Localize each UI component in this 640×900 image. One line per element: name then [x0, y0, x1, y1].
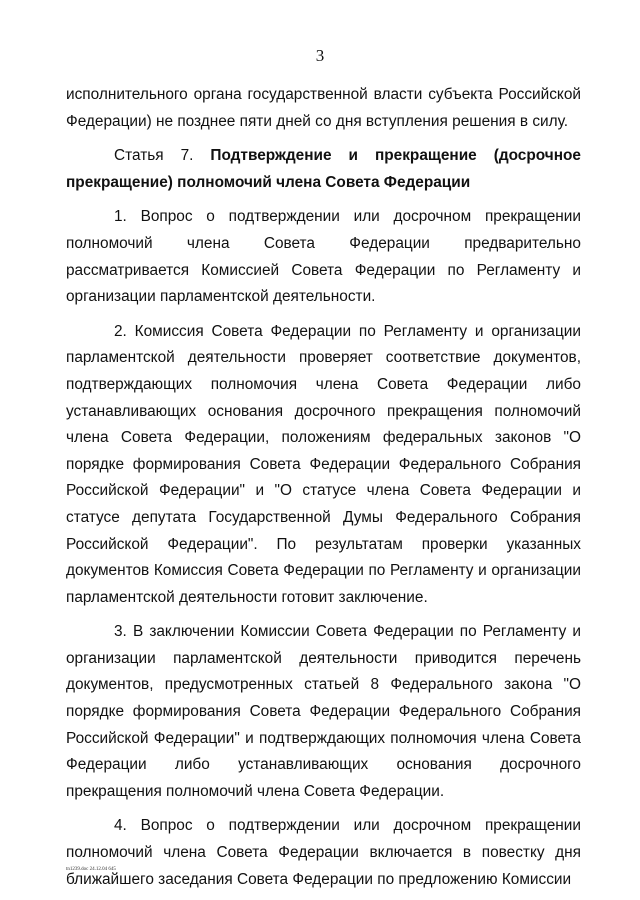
article-title: Подтверждение и прекращение (досрочное прекращение) полномочий члена Совета Федерации — [66, 147, 581, 191]
paragraph-2: 2. Комиссия Совета Федерации по Регламенту и организации парламентской деятельности проверяет соответствие документов, подтверждающих полномочия члена Совета Федерации либо устанавливающих основания досрочного прекращения полномочий члена Совета Федерации, положениям федеральных законов "О порядке формирования Совета Федерации Федерального Собрания Российской Федерации" и "О статусе члена Совета Федерации и статусе депутата Государственной Думы Федерального Собрания Российской Федерации". По результатам проверки указанных документов Комиссия Совета Федерации по Регламенту и организации парламентской деятельности готовит заключение. — [66, 322, 581, 606]
paragraph-4: 4. Вопрос о подтверждении или досрочном прекращении полномочий члена Совета Федерации включается в повестку дня ближайшего заседания Совета Федерации по предложению Комиссии — [66, 817, 581, 888]
article-prefix: Статья 7. — [114, 147, 211, 165]
paragraph-3: 3. В заключении Комиссии Совета Федерации по Регламенту и организации парламентской деятельности приводится перечень документов, предусмотренных статьей 8 Федерального закона "О порядке формирования Совета Федерации Федерального Собрания Российской Федерации" и подтверждающих полномочия члена Совета Федерации либо устанавливающих основания досрочного прекращения полномочий члена Совета Федерации. — [66, 623, 581, 800]
paragraph-continuation: исполнительного органа государственной власти субъекта Российской Федерации) не позднее пяти дней со дня вступления решения в силу. — [66, 86, 581, 130]
paragraph-1: 1. Вопрос о подтверждении или досрочном прекращении полномочий члена Совета Федерации предварительно рассматривается Комиссией Совета Федерации по Регламенту и организации парламентской деятельности. — [66, 208, 581, 306]
page-number: 3 — [315, 46, 325, 65]
article-heading — [66, 143, 581, 196]
document-body — [66, 82, 581, 893]
footer-file-stamp: tn1239.doc 24.12.04 645 — [66, 867, 116, 872]
